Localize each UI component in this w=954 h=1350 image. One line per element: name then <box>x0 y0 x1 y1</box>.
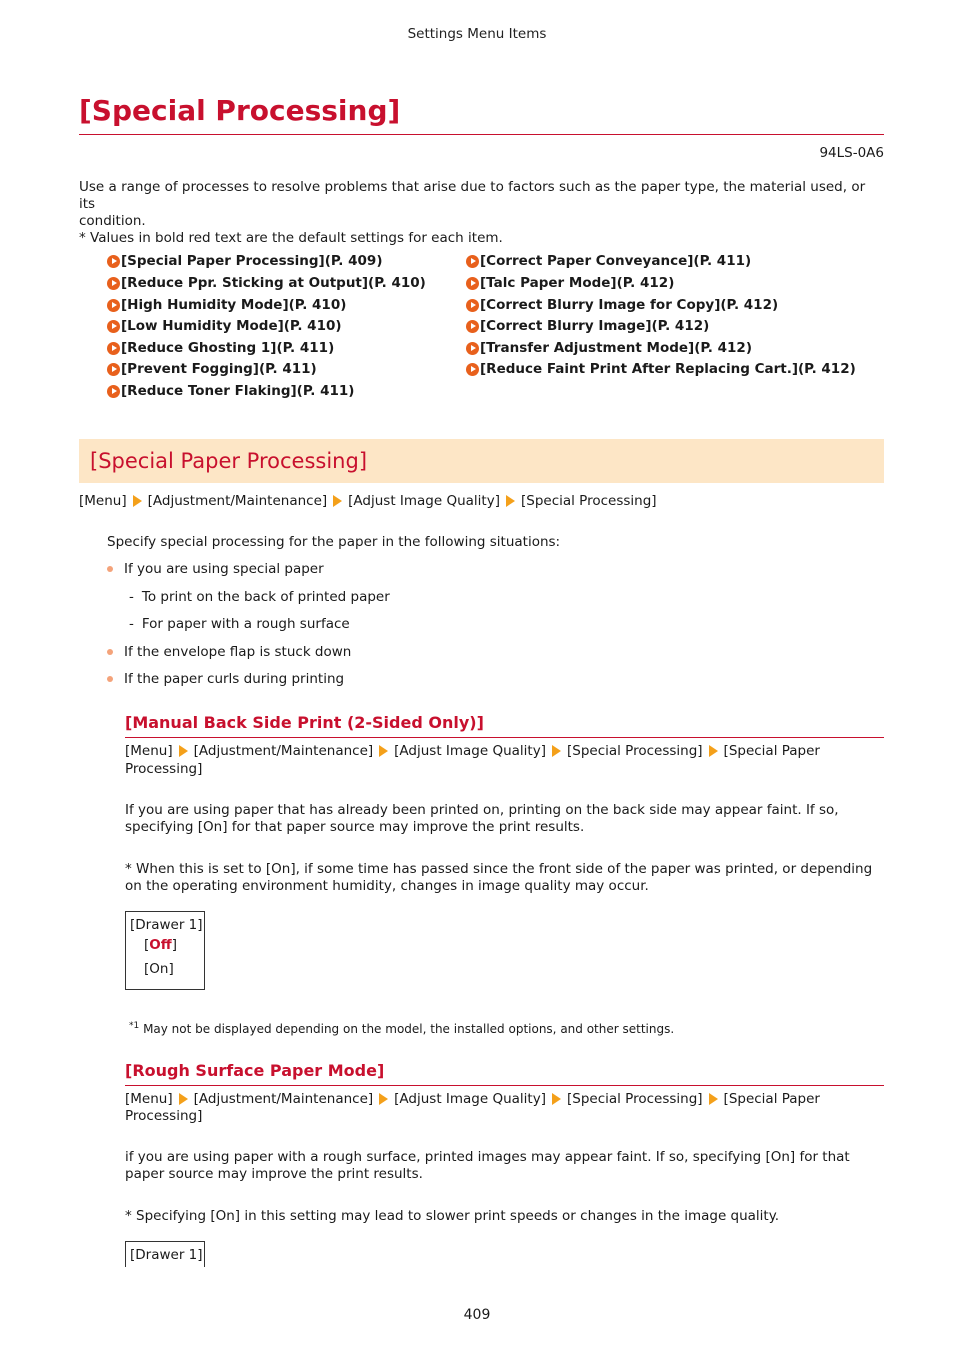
list-item-text: For paper with a rough surface <box>141 616 350 632</box>
breadcrumb-item: [Adjustment/Maintenance] <box>193 743 374 759</box>
arrow-circle-icon <box>466 363 479 376</box>
triangle-arrow-icon <box>709 745 718 757</box>
footnote <box>129 1021 674 1036</box>
arrow-circle-icon <box>466 299 479 312</box>
list-item-text: To print on the back of printed paper <box>141 589 390 605</box>
subsection-rule <box>125 737 884 738</box>
link-high-humidity-mode[interactable] <box>107 297 346 313</box>
link-correct-paper-conveyance[interactable] <box>466 253 751 269</box>
breadcrumb-item: [Special Paper <box>723 1091 820 1107</box>
note-paragraph <box>125 861 885 895</box>
link-reduce-ppr-sticking[interactable] <box>107 275 426 291</box>
setting-label: [Drawer 1] <box>130 917 203 933</box>
note-paragraph: * Specifying [On] in this setting may lead to slower print speeds or changes in the image quality. <box>125 1208 780 1224</box>
breadcrumb-item: [Adjust Image Quality] <box>394 1091 546 1107</box>
section-title: [Special Paper Processing] <box>90 449 368 473</box>
arrow-circle-icon <box>107 320 120 333</box>
triangle-arrow-icon <box>179 745 188 757</box>
settings-box <box>125 911 205 990</box>
footnote-mark: *1 <box>129 1021 140 1031</box>
title-rule <box>79 134 884 135</box>
list-item-text: If you are using special paper <box>124 561 324 577</box>
link-label: [Talc Paper Mode](P. 412) <box>480 275 675 291</box>
triangle-arrow-icon <box>379 1093 388 1105</box>
paragraph-line: specifying [On] for that paper source may improve the print results. <box>125 819 585 835</box>
intro-text <box>79 179 884 247</box>
link-label: [Reduce Ghosting 1](P. 411) <box>121 340 335 356</box>
arrow-circle-icon <box>107 277 120 290</box>
list-item <box>107 671 344 687</box>
arrow-circle-icon <box>107 342 120 355</box>
link-label: [Correct Blurry Image](P. 412) <box>480 318 710 334</box>
arrow-circle-icon <box>466 342 479 355</box>
intro-line: * Values in bold red text are the default settings for each item. <box>79 230 503 246</box>
link-label: [Transfer Adjustment Mode](P. 412) <box>480 340 752 356</box>
paragraph-line: if you are using paper with a rough surface, printed images may appear faint. If so, specifying [On] for that <box>125 1149 850 1165</box>
breadcrumb <box>125 743 820 759</box>
triangle-arrow-icon <box>133 495 142 507</box>
paragraph-line: paper source may improve the print results. <box>125 1166 423 1182</box>
paragraph-line: If you are using paper that has already been printed on, printing on the back side may appear faint. If so, <box>125 802 839 818</box>
link-correct-blurry-image-copy[interactable] <box>466 297 778 313</box>
triangle-arrow-icon <box>379 745 388 757</box>
breadcrumb-item: [Special Processing] <box>566 743 703 759</box>
link-prevent-fogging[interactable] <box>107 361 317 377</box>
link-reduce-ghosting-1[interactable] <box>107 340 334 356</box>
link-special-paper-processing[interactable] <box>107 253 383 269</box>
breadcrumb-continuation: Processing] <box>125 761 203 777</box>
bullet-dot-icon <box>107 566 113 572</box>
running-header: Settings Menu Items <box>407 26 547 42</box>
breadcrumb-item: [Special Processing] <box>566 1091 703 1107</box>
link-talc-paper-mode[interactable] <box>466 275 674 291</box>
triangle-arrow-icon <box>179 1093 188 1105</box>
paragraph <box>125 1149 885 1183</box>
doc-id: 94LS-0A6 <box>819 145 884 161</box>
breadcrumb-continuation: Processing] <box>125 1108 203 1124</box>
setting-option-on: [On] <box>144 961 174 977</box>
arrow-circle-icon <box>107 363 120 376</box>
bracket: [ <box>144 937 150 953</box>
breadcrumb-item: [Adjustment/Maintenance] <box>193 1091 374 1107</box>
arrow-circle-icon <box>466 320 479 333</box>
list-item-text: If the envelope flap is stuck down <box>124 644 352 660</box>
link-label: [Reduce Toner Flaking](P. 411) <box>121 383 355 399</box>
breadcrumb-item: [Adjustment/Maintenance] <box>147 493 328 509</box>
subsection-title: [Rough Surface Paper Mode] <box>125 1061 385 1080</box>
bullet-dot-icon <box>107 649 113 655</box>
footnote-text: May not be displayed depending on the model, the installed options, and other settings. <box>143 1022 675 1036</box>
list-item <box>129 589 390 605</box>
subsection-title: [Manual Back Side Print (2-Sided Only)] <box>125 713 484 732</box>
breadcrumb-item: [Menu] <box>125 1091 173 1107</box>
setting-label: [Drawer 1] <box>130 1247 203 1263</box>
intro-line: condition. <box>79 213 146 229</box>
triangle-arrow-icon <box>506 495 515 507</box>
link-label: [Correct Blurry Image for Copy](P. 412) <box>480 297 779 313</box>
breadcrumb-item: [Special Processing] <box>520 493 657 509</box>
breadcrumb <box>79 493 657 509</box>
link-label: [Special Paper Processing](P. 409) <box>121 253 383 269</box>
triangle-arrow-icon <box>552 745 561 757</box>
intro-line: Use a range of processes to resolve problems that arise due to factors such as the paper type, the material used, or its <box>79 179 866 212</box>
link-label: [Reduce Ppr. Sticking at Output](P. 410) <box>121 275 426 291</box>
link-reduce-toner-flaking[interactable] <box>107 383 354 399</box>
breadcrumb-item: [Special Paper <box>723 743 820 759</box>
link-correct-blurry-image[interactable] <box>466 318 709 334</box>
triangle-arrow-icon <box>552 1093 561 1105</box>
list-item <box>107 561 324 577</box>
default-value: Off <box>149 937 172 953</box>
list-item-text: If the paper curls during printing <box>124 671 345 687</box>
breadcrumb <box>125 1091 820 1107</box>
link-transfer-adjustment-mode[interactable] <box>466 340 752 356</box>
breadcrumb-item: [Menu] <box>79 493 127 509</box>
page-title: [Special Processing] <box>79 94 401 127</box>
link-label: [Low Humidity Mode](P. 410) <box>121 318 342 334</box>
arrow-circle-icon <box>107 299 120 312</box>
arrow-circle-icon <box>107 385 120 398</box>
link-label: [High Humidity Mode](P. 410) <box>121 297 347 313</box>
triangle-arrow-icon <box>709 1093 718 1105</box>
link-label: [Correct Paper Conveyance](P. 411) <box>480 253 752 269</box>
list-item <box>107 644 351 660</box>
link-low-humidity-mode[interactable] <box>107 318 342 334</box>
bracket: ] <box>171 937 177 953</box>
paragraph-line: on the operating environment humidity, changes in image quality may occur. <box>125 878 649 894</box>
section-lead: Specify special processing for the paper in the following situations: <box>107 534 561 550</box>
link-reduce-faint-print[interactable] <box>466 361 856 377</box>
breadcrumb-item: [Adjust Image Quality] <box>348 493 500 509</box>
paragraph-line: * When this is set to [On], if some time has passed since the front side of the paper was printed, or depending <box>125 861 873 877</box>
arrow-circle-icon <box>466 255 479 268</box>
link-label: [Prevent Fogging](P. 411) <box>121 361 317 377</box>
dash-marker: - <box>129 616 134 632</box>
breadcrumb-item: [Menu] <box>125 743 173 759</box>
triangle-arrow-icon <box>333 495 342 507</box>
paragraph <box>125 802 885 836</box>
dash-marker: - <box>129 589 134 605</box>
arrow-circle-icon <box>107 255 120 268</box>
link-label: [Reduce Faint Print After Replacing Cart.](P. 412) <box>480 361 856 377</box>
bullet-dot-icon <box>107 676 113 682</box>
list-item <box>129 616 350 632</box>
setting-option-off <box>144 937 177 953</box>
subsection-rule <box>125 1085 884 1086</box>
breadcrumb-item: [Adjust Image Quality] <box>394 743 546 759</box>
settings-box <box>125 1241 205 1267</box>
page-number: 409 <box>463 1307 491 1323</box>
arrow-circle-icon <box>466 277 479 290</box>
